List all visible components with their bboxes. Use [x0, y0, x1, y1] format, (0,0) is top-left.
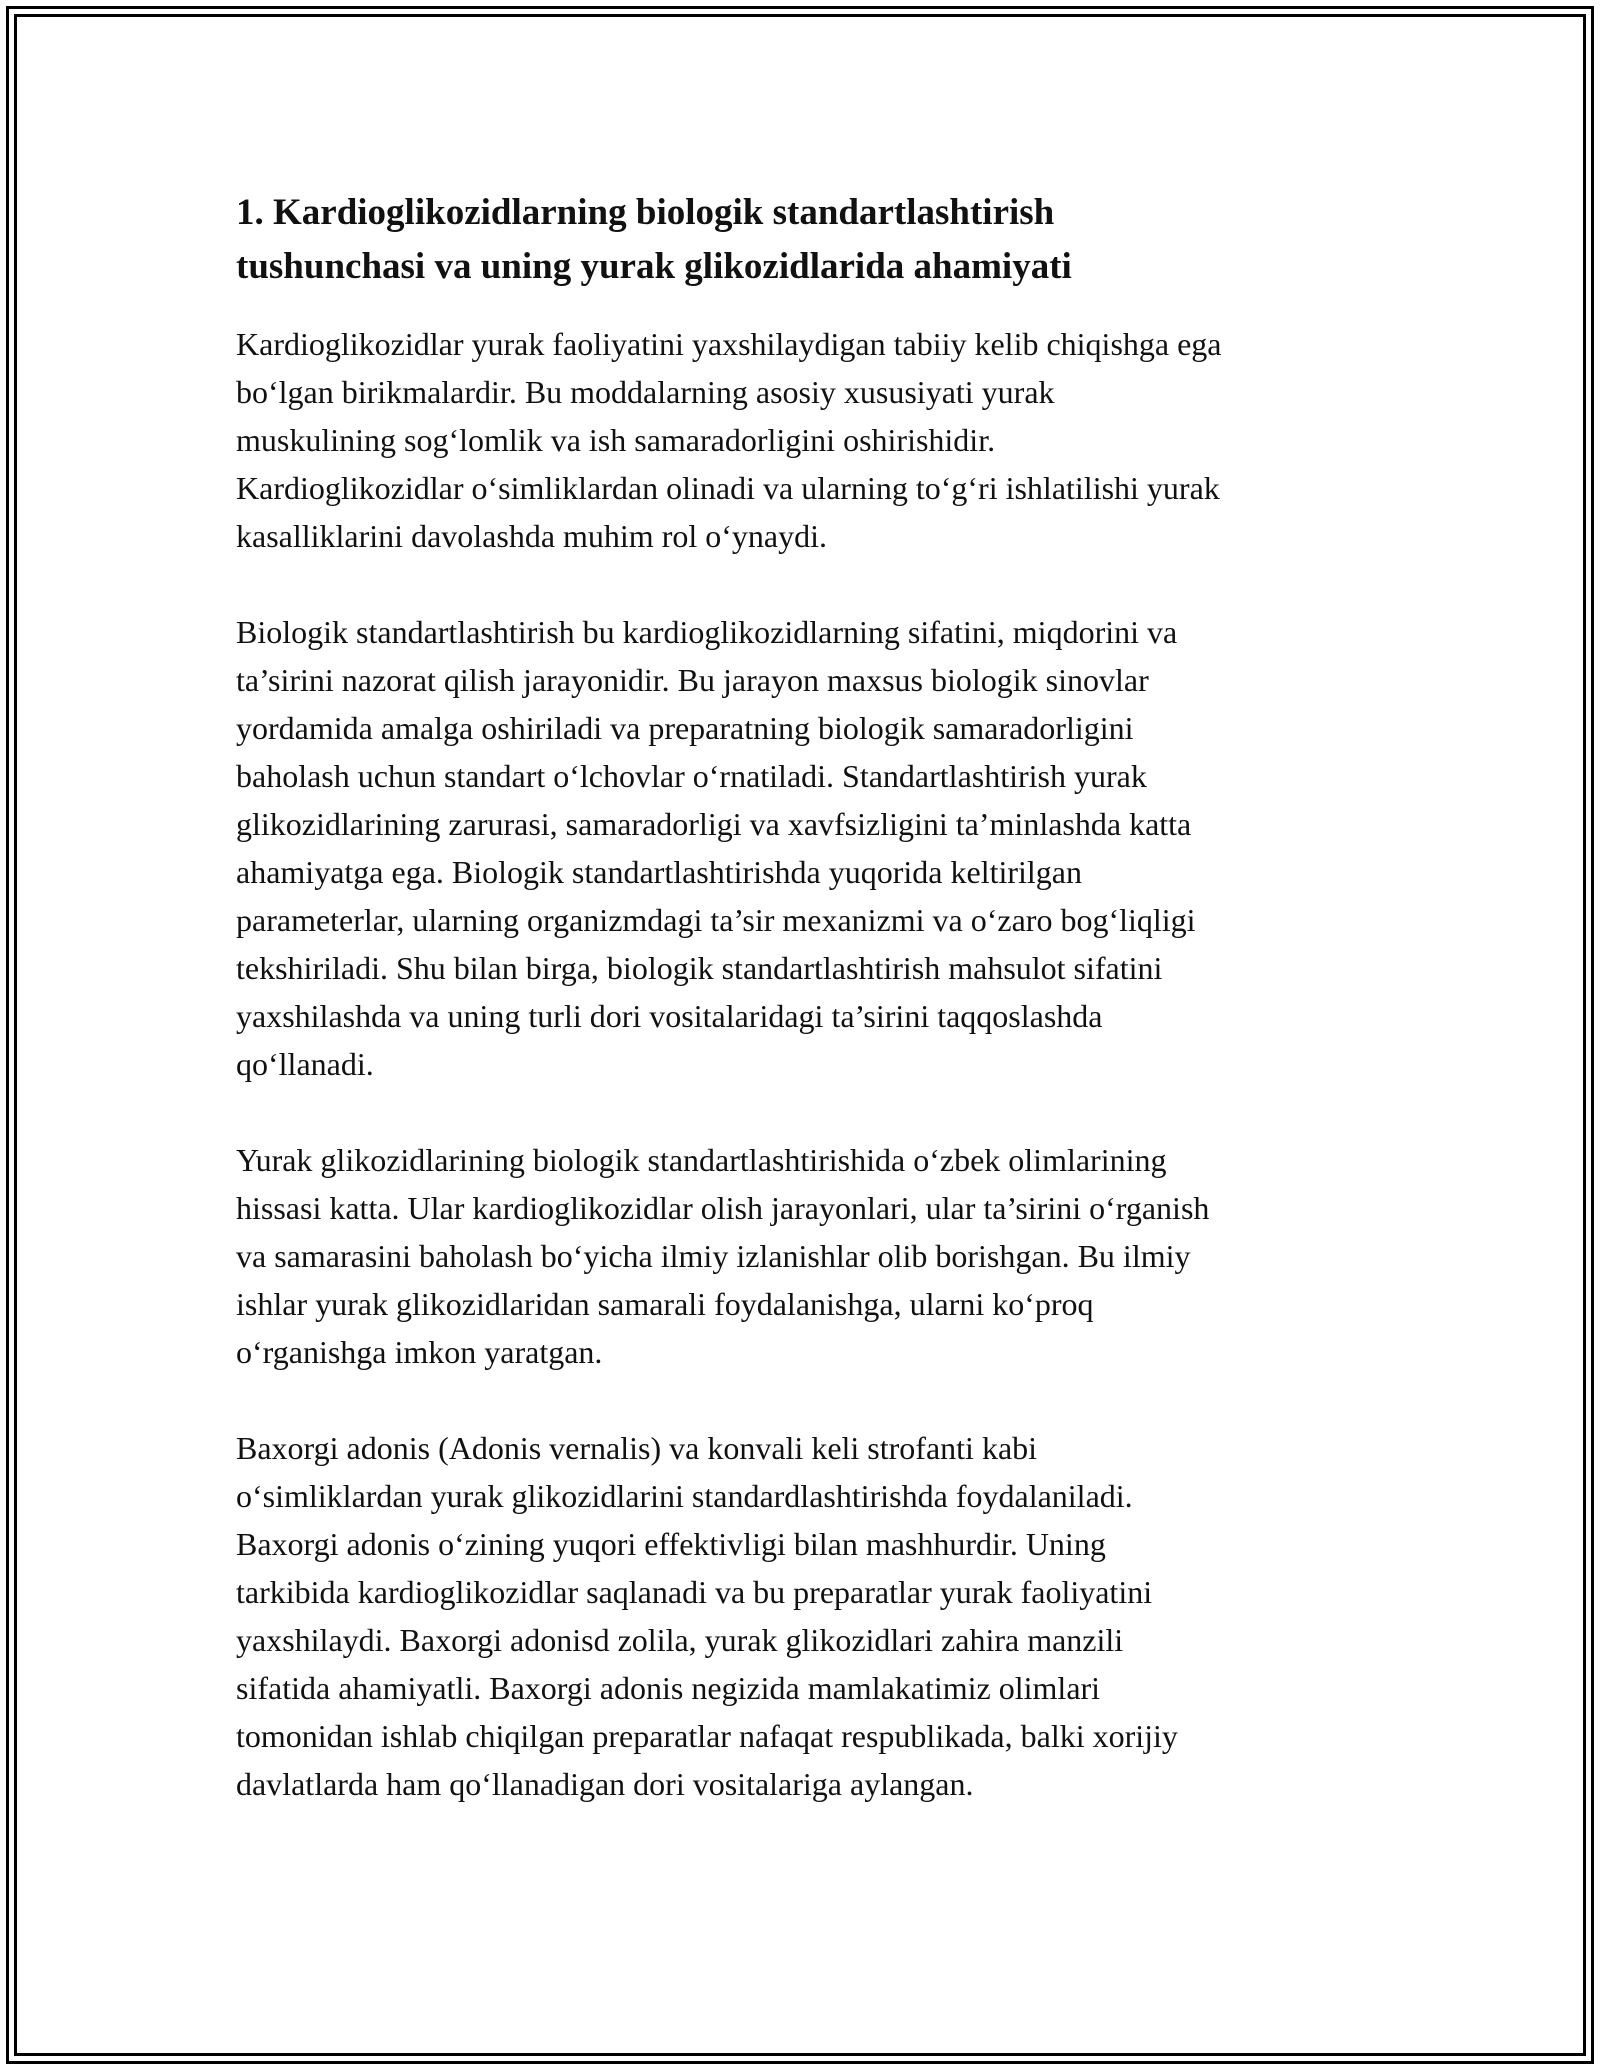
paragraph-line: sifatida ahamiyatli. Baxorgi adonis negizida mamlakatimiz olimlari [236, 1670, 1101, 1706]
paragraph-line: yaxshilashda va uning turli dori vositalaridagi ta’sirini taqqoslashda [236, 998, 1103, 1034]
paragraph-line: kasalliklarini davolashda muhim rol o‘ynaydi. [236, 518, 827, 554]
paragraph-line: o‘simliklardan yurak glikozidlarini standardlashtirishda foydalaniladi. [236, 1478, 1133, 1514]
paragraph-line: davlatlarda ham qo‘llanadigan dori vositalariga aylangan. [236, 1766, 974, 1802]
paragraph-line: hissasi katta. Ular kardioglikozidlar olish jarayonlari, ular ta’sirini o‘rganish [236, 1190, 1210, 1226]
paragraph-line: ishlar yurak glikozidlaridan samarali foydalanishga, ularni ko‘proq [236, 1286, 1094, 1322]
paragraph-line: muskulining sog‘lomlik va ish samaradorligini oshirishidir. [236, 422, 996, 458]
paragraph-line: ahamiyatga ega. Biologik standartlashtirishda yuqorida keltirilgan [236, 854, 1082, 890]
paragraph-line: tarkibida kardioglikozidlar saqlanadi va bu preparatlar yurak faoliyatini [236, 1574, 1153, 1610]
paragraph-line: tekshiriladi. Shu bilan birga, biologik standartlashtirish mahsulot sifatini [236, 950, 1163, 986]
document-title [236, 186, 1386, 294]
document-page [236, 186, 1386, 1856]
paragraph-line: Kardioglikozidlar yurak faoliyatini yaxshilaydigan tabiiy kelib chiqishga ega [236, 326, 1222, 362]
title-line-1: 1. Kardioglikozidlarning biologik standartlashtirish [236, 192, 1055, 233]
paragraph-1 [236, 320, 1386, 560]
document-body [236, 320, 1386, 1808]
paragraph-line: o‘rganishga imkon yaratgan. [236, 1334, 603, 1370]
paragraph-line: baholash uchun standart o‘lchovlar o‘rnatiladi. Standartlashtirish yurak [236, 758, 1147, 794]
paragraph-line: bo‘lgan birikmalardir. Bu moddalarning asosiy xususiyati yurak [236, 374, 1055, 410]
paragraph-4 [236, 1424, 1386, 1808]
paragraph-line: Kardioglikozidlar o‘simliklardan olinadi va ularning to‘g‘ri ishlatilishi yurak [236, 470, 1220, 506]
paragraph-line: Baxorgi adonis o‘zining yuqori effektivligi bilan mashhurdir. Uning [236, 1526, 1106, 1562]
paragraph-line: glikozidlarining zarurasi, samaradorligi va xavfsizligini ta’minlashda katta [236, 806, 1192, 842]
paragraph-line: ta’sirini nazorat qilish jarayonidir. Bu jarayon maxsus biologik sinovlar [236, 662, 1149, 698]
paragraph-3 [236, 1136, 1386, 1376]
paragraph-line: va samarasini baholash bo‘yicha ilmiy izlanishlar olib borishgan. Bu ilmiy [236, 1238, 1191, 1274]
paragraph-line: yordamida amalga oshiriladi va preparatning biologik samaradorligini [236, 710, 1134, 746]
paragraph-line: Yurak glikozidlarining biologik standartlashtirishida o‘zbek olimlarining [236, 1142, 1167, 1178]
title-line-2: tushunchasi va uning yurak glikozidlarida ahamiyati [236, 246, 1072, 287]
paragraph-2 [236, 608, 1386, 1088]
paragraph-line: tomonidan ishlab chiqilgan preparatlar nafaqat respublikada, balki xorijiy [236, 1718, 1178, 1754]
paragraph-line: qo‘llanadi. [236, 1046, 374, 1082]
paragraph-line: yaxshilaydi. Baxorgi adonisd zolila, yurak glikozidlari zahira manzili [236, 1622, 1124, 1658]
paragraph-line: parameterlar, ularning organizmdagi ta’sir mexanizmi va o‘zaro bog‘liqligi [236, 902, 1196, 938]
paragraph-line: Baxorgi adonis (Adonis vernalis) va konvali keli strofanti kabi [236, 1430, 1038, 1466]
paragraph-line: Biologik standartlashtirish bu kardioglikozidlarning sifatini, miqdorini va [236, 614, 1178, 650]
